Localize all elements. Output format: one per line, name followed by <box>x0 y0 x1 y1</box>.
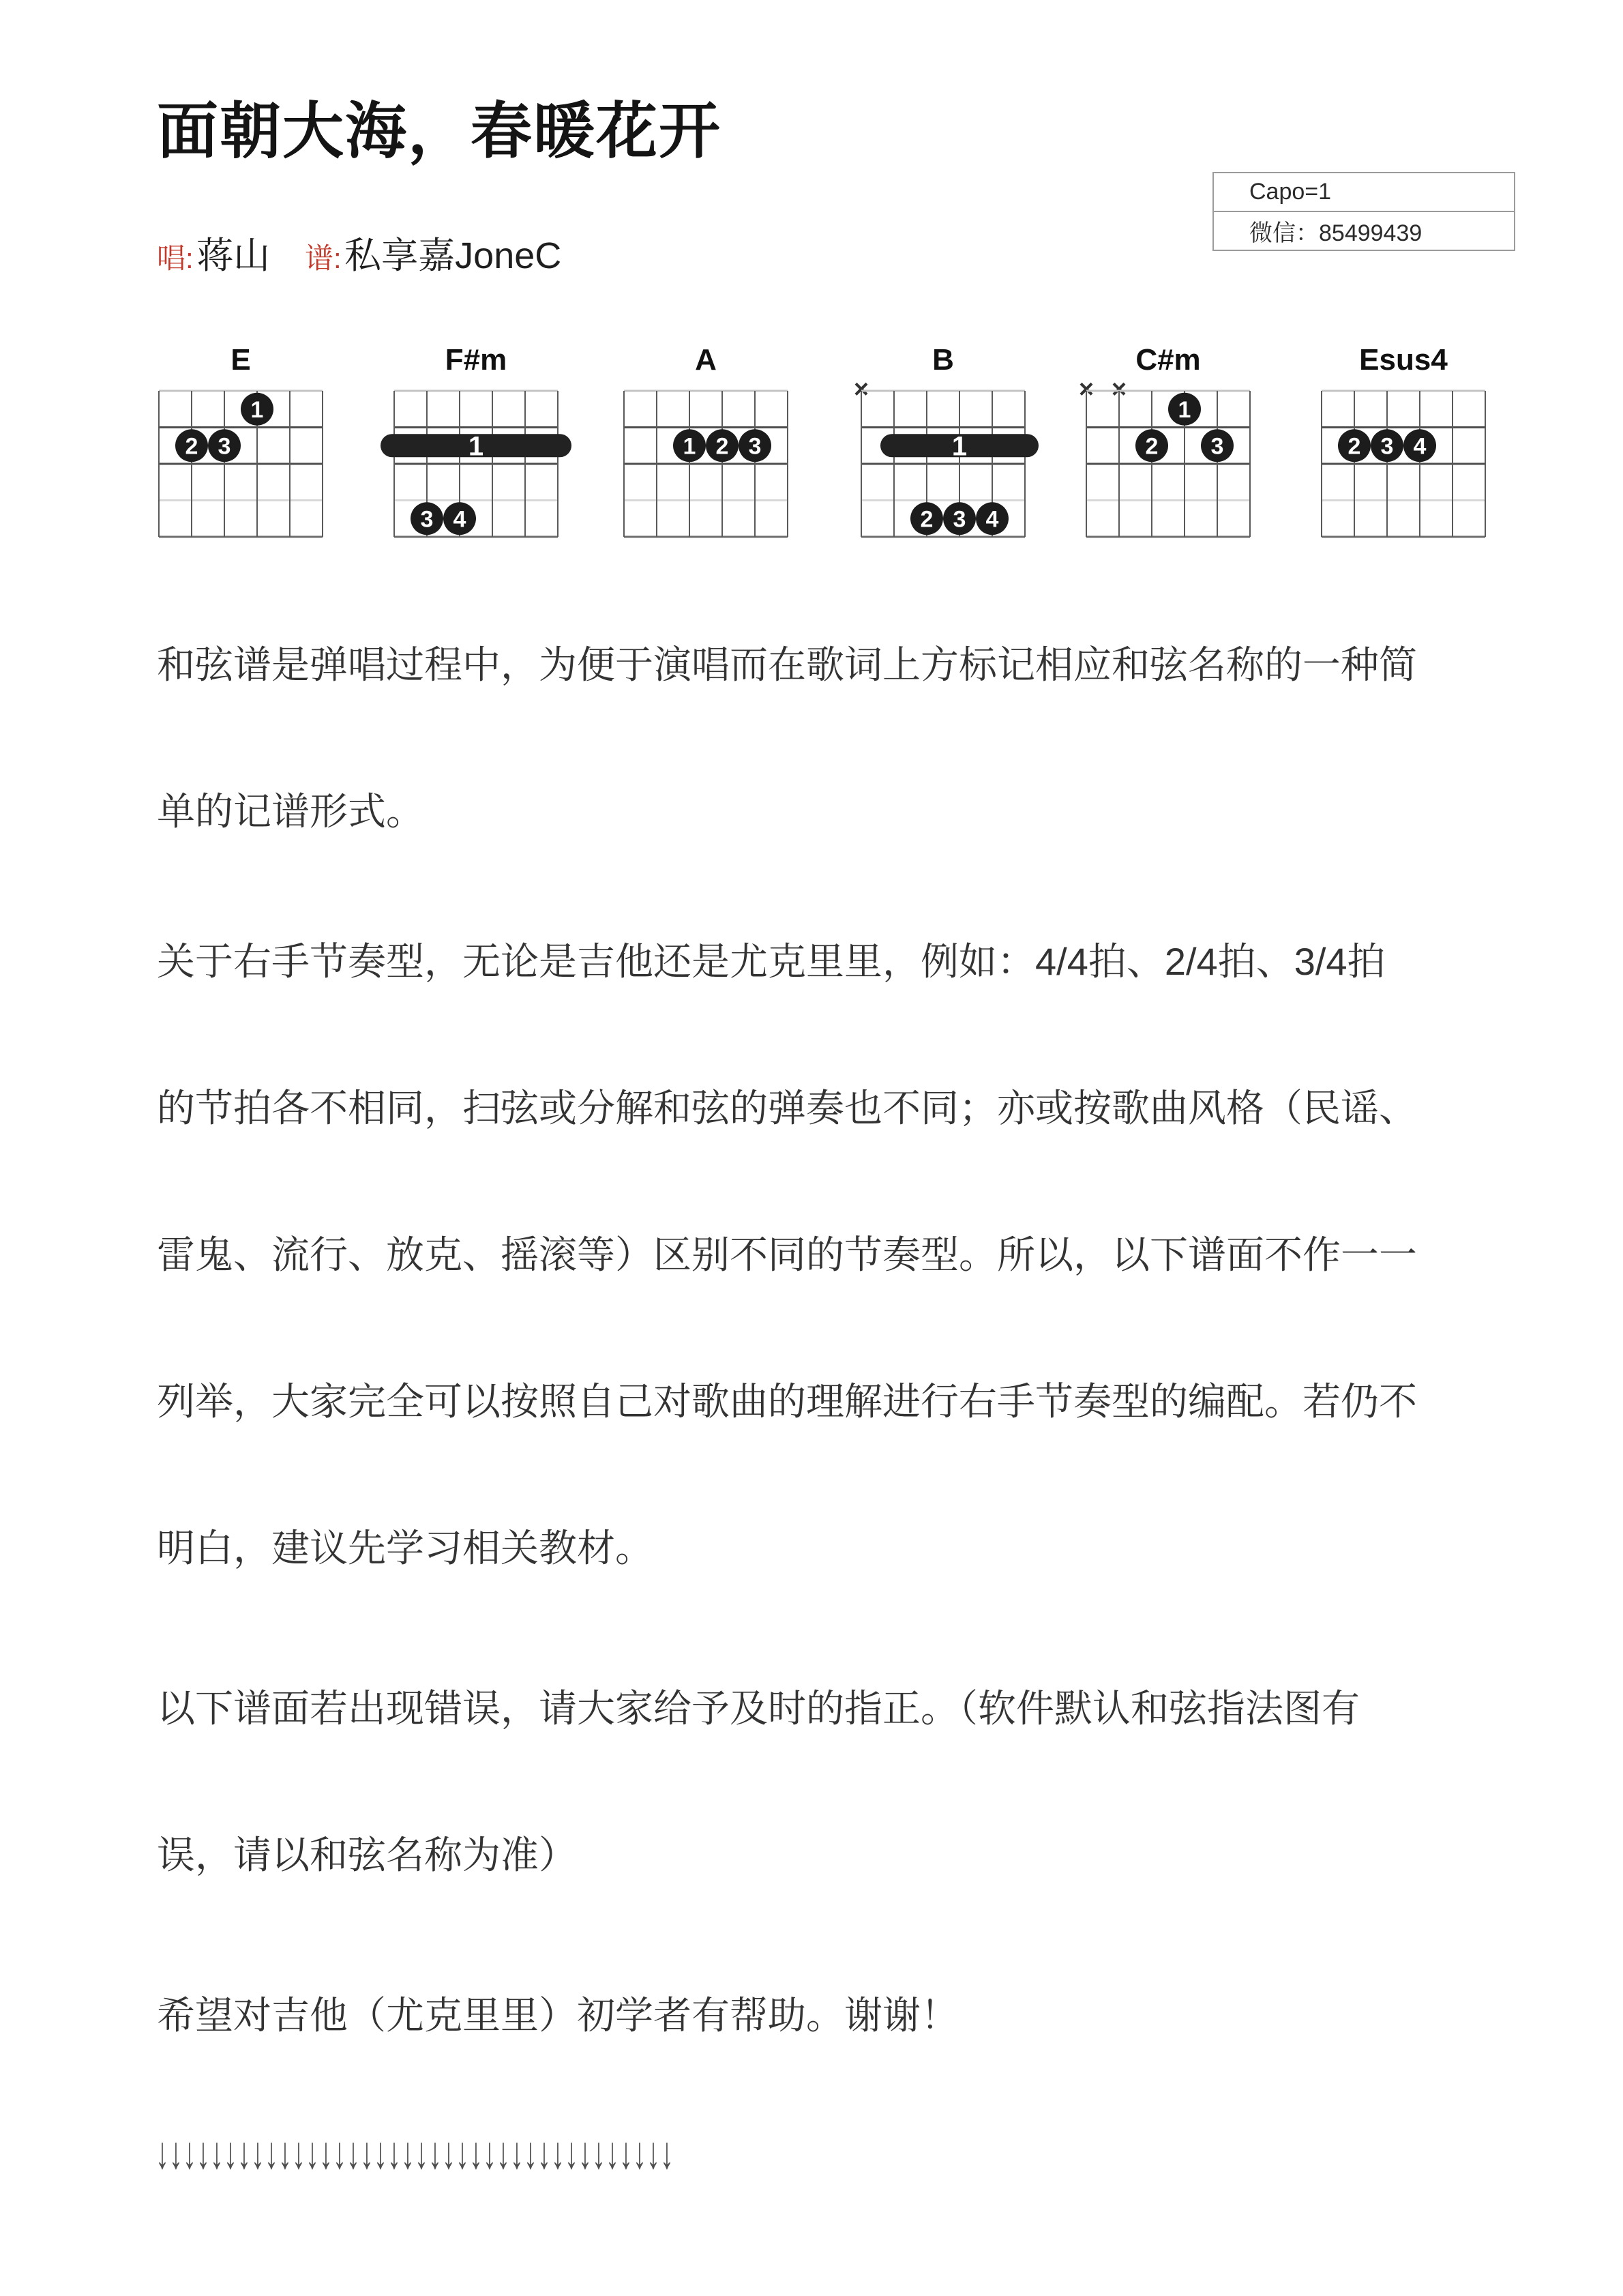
finger-number: 3 <box>1380 433 1394 460</box>
paragraph <box>157 591 1417 885</box>
finger-number: 3 <box>420 506 434 533</box>
info-box <box>1212 172 1515 251</box>
chord-grid <box>622 379 790 542</box>
text-line: 以下谱面若出现错误，请大家给予及时的指正。（软件默认和弦指法图有 <box>157 1687 1360 1730</box>
finger-number: 4 <box>1413 433 1427 460</box>
text-line: 和弦谱是弹唱过程中，为便于演唱而在歌词上方标记相应和弦名称的一种简 <box>157 643 1417 686</box>
text-line: 的节拍各不相同，扫弦或分解和弦的弹奏也不同；亦或按歌曲风格（民谣、 <box>157 1087 1417 1130</box>
text-line: 列举，大家完全可以按照自己对歌曲的理解进行右手节奏型的编配。若仍不 <box>157 1380 1417 1423</box>
singer-name: 蒋山 <box>196 235 271 276</box>
finger-number: 3 <box>953 506 966 533</box>
chord-grid <box>1320 379 1487 542</box>
finger-number: 2 <box>715 433 729 460</box>
chord-diagram <box>157 341 325 542</box>
chord-name-label: E <box>230 343 251 377</box>
sing-label: 唱: <box>157 242 194 274</box>
mute-x-icon: × <box>853 375 869 404</box>
finger-number: 3 <box>1210 433 1224 460</box>
finger-number: 4 <box>453 506 466 533</box>
text-line: 关于右手节奏型，无论是吉他还是尤克里里，例如：4/4拍、2/4拍、3/4拍 <box>157 940 1386 983</box>
page-title: 面朝大海，春暖花开 <box>157 98 721 166</box>
text-line: 误，请以和弦名称为准） <box>157 1834 577 1876</box>
finger-number: 2 <box>1347 433 1361 460</box>
chord-name-label: Esus4 <box>1359 343 1448 377</box>
chord-diagram <box>1078 341 1252 542</box>
barre-finger-number: 1 <box>468 431 484 462</box>
wechat-row: 微信：85499439 <box>1214 211 1514 250</box>
finger-number: 3 <box>748 433 762 460</box>
finger-number: 2 <box>185 433 198 460</box>
text-line: 雷鬼、流行、放克、摇滚等）区别不同的节奏型。所以，以下谱面不作一一 <box>157 1233 1417 1276</box>
chord-grid <box>392 379 560 542</box>
chord-name-label: C#m <box>1135 343 1201 377</box>
paragraph <box>157 888 1417 1621</box>
chord-grid <box>1078 375 1252 542</box>
paragraph <box>157 1942 959 2089</box>
barre-finger-number: 1 <box>951 431 968 462</box>
chord-diagram <box>853 341 1027 542</box>
score-label: 谱: <box>305 242 342 274</box>
text-line: 单的记谱形式。 <box>157 790 424 833</box>
chord-diagram <box>1320 341 1487 542</box>
chord-grid <box>157 379 325 542</box>
finger-number: 3 <box>218 433 231 460</box>
chord-diagram <box>392 341 560 542</box>
chord-name-label: A <box>695 343 717 377</box>
arranger-name: 私享嘉JoneC <box>344 235 562 276</box>
credits <box>157 237 561 274</box>
finger-number: 1 <box>683 433 696 460</box>
chord-name-label: F#m <box>445 343 507 377</box>
down-arrows: ↓↓↓↓↓↓↓↓↓↓↓↓↓↓↓↓↓↓↓↓↓↓↓↓↓↓↓↓↓↓↓↓↓↓↓↓↓↓ <box>155 2128 674 2179</box>
mute-x-icon: × <box>1078 375 1095 404</box>
mute-x-icon: × <box>1111 375 1127 404</box>
paragraph <box>157 1635 1360 1928</box>
chord-name-label: B <box>932 343 954 377</box>
finger-number: 1 <box>250 396 264 423</box>
finger-number: 1 <box>1178 396 1191 423</box>
chord-grid <box>853 375 1027 542</box>
finger-number: 2 <box>1145 433 1159 460</box>
finger-number: 4 <box>985 506 999 533</box>
capo-row: Capo=1 <box>1249 179 1332 205</box>
finger-number: 2 <box>920 506 934 533</box>
text-line: 希望对吉他（尤克里里）初学者有帮助。谢谢！ <box>157 1994 959 2037</box>
text-line: 明白，建议先学习相关教材。 <box>157 1527 653 1570</box>
chord-diagram <box>622 341 790 542</box>
